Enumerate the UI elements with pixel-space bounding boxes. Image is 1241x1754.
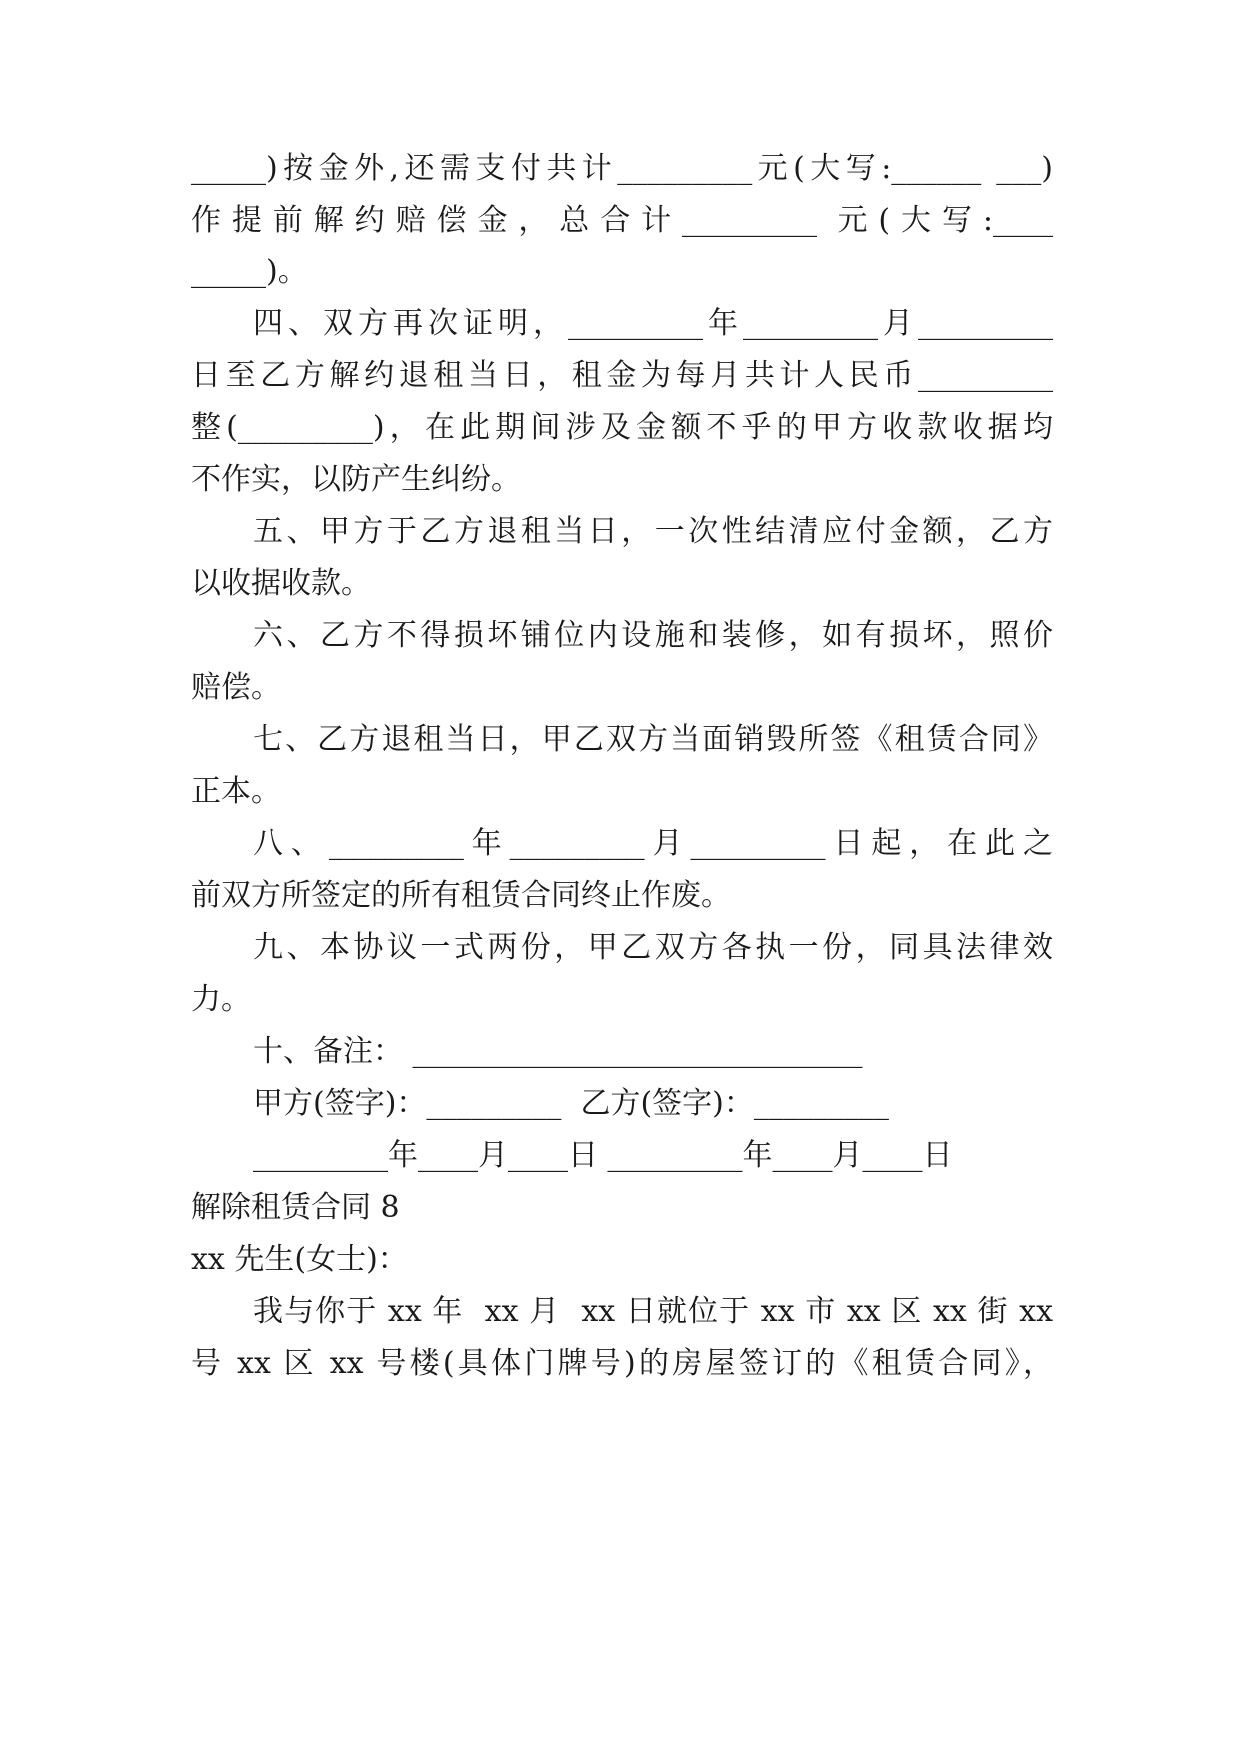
text-line-2: 作提前解约赔偿金，总合计_________ 元(大写:____ [191, 203, 1053, 238]
text-line-23: 我与你于 xx 年 xx 月 xx 日就位于 xx 市 xx 区 xx 街 xx [253, 1294, 1053, 1329]
text-line-5: 日至乙方解约退租当日，租金为每月共计人民币_________ [191, 358, 1053, 393]
text-line-14: 八、_________年_________月_________日起，在此之 [253, 826, 1053, 861]
text-line-4: 四、双方再次证明，_________年_________月_________ [253, 306, 1053, 341]
text-line-21: 解除租赁合同 8 [191, 1190, 400, 1225]
text-line-15: 前双方所签定的所有租赁合同终止作废。 [191, 878, 731, 913]
text-line-11: 赔偿。 [191, 670, 281, 705]
text-line-24: 号 xx 区 xx 号楼(具体门牌号)的房屋签订的《租赁合同》， [191, 1346, 1053, 1381]
text-line-16: 九、本协议一式两份，甲乙双方各执一份，同具法律效 [253, 930, 1053, 965]
text-line-22: xx 先生(女士)： [191, 1242, 408, 1277]
text-line-17: 力。 [191, 982, 251, 1017]
text-line-8: 五、甲方于乙方退租当日，一次性结清应付金额，乙方 [253, 514, 1053, 549]
text-line-13: 正本。 [191, 774, 281, 809]
text-line-20: _________年____月____日 _________年____月____日 [253, 1138, 953, 1173]
text-line-6: 整(_________)，在此期间涉及金额不乎的甲方收款收据均 [191, 410, 1053, 445]
text-line-19: 甲方(签字)：_________ 乙方(签字)：_________ [253, 1086, 889, 1121]
text-line-10: 六、乙方不得损坏铺位内设施和装修，如有损坏，照价 [253, 618, 1053, 653]
text-line-3: _____)。 [191, 254, 308, 289]
text-line-7: 不作实，以防产生纠纷。 [191, 462, 521, 497]
text-line-9: 以收据收款。 [191, 566, 371, 601]
text-line-18: 十、备注： ______________________________ [253, 1034, 863, 1069]
text-line-1: _____)按金外,还需支付共计_________元(大写:______ ___) [191, 151, 1053, 186]
text-line-12: 七、乙方退租当日，甲乙双方当面销毁所签《租赁合同》 [253, 722, 1053, 757]
